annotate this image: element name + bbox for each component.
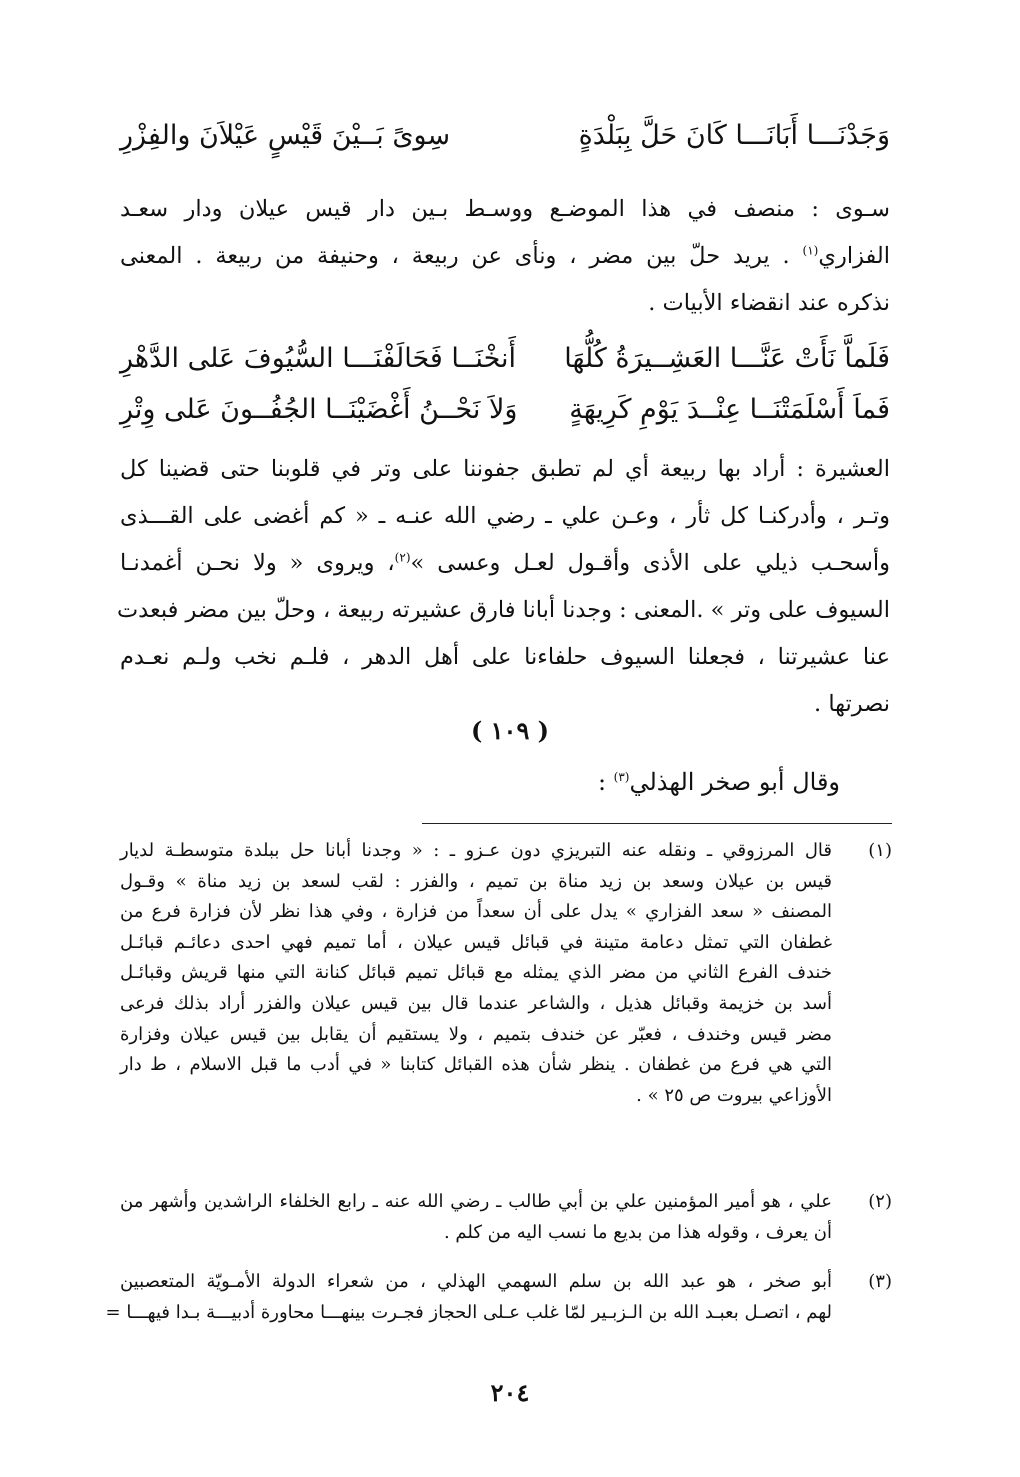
commentary-2-line-start: وأسحـب ذيلي على الأذى وأقـول لعـل وعسى » — [410, 550, 890, 576]
footnote-1-line: أسد بن خزيمة وقبائل هذيل ، والشاعر عندما قال بين قيس عيلان والفزر أراد بذلك فرعى — [120, 992, 832, 1014]
commentary-2-line-end: ، ويروى « ولا نحـن أغمدنـا — [120, 550, 395, 576]
footnote-1-line: الأوزاعي بيروت ص ٢٥ » . — [636, 1084, 832, 1106]
page-number: ٢٠٤ — [490, 1378, 530, 1407]
footnote-3-line: لهم ، اتصـل بعبـد الله بن الـزبـير لمّا غلب عـلى الحجاز فجـرت بينهـــا محاورة أدبيـــة بـدا فيهـــا = — [105, 1301, 832, 1323]
commentary-1-line: سـوى : منصف في هذا الموضـع ووسـط بـين دار قيس عيلان ودار سعـد — [120, 196, 890, 222]
footnote-2-line: أن يعرف ، وقوله هذا من بديع ما نسب اليه من كلم . — [443, 1221, 832, 1243]
commentary-2-line: العشيرة : أراد بها ربيعة أي لم تطبق جفوننا على وتر في قلوبنا حتى قضينا كل — [120, 456, 890, 482]
commentary-2-line — [120, 540, 890, 587]
commentary-1-word: الفزاري — [818, 243, 890, 269]
footnote-ref-3: (٣) — [613, 770, 630, 784]
verse-1-second-hemistich: سِوىً بَــيْنَ قَيْسٍ عَيْلاَنَ والفِزْرِ — [120, 120, 451, 151]
footnote-ref-2: (٢) — [394, 550, 411, 565]
footnote-3-number: (٣) — [868, 1271, 892, 1292]
verse-3-first-hemistich: فَماَ أَسْلَمَتْنَــا عِنْــدَ يَوْمِ كَرِيهَةٍ — [569, 394, 890, 425]
commentary-1 — [120, 186, 890, 327]
poem-intro — [598, 768, 840, 796]
poem-intro-tail: : — [597, 768, 614, 796]
footnote-1-line: خندف الفرع الثاني من مضر الذي يمثله مع قبائل تميم قبائل كنانة التي منها قريش وقبائـل — [120, 962, 832, 984]
commentary-1-line-rest: . يريد حلّ بين مضر ، ونأى عن ربيعة ، وحنيفة من ربيعة . المعنى — [120, 243, 790, 269]
poem-intro-text: وقال أبو صخر الهذلي — [629, 768, 840, 796]
footnote-divider — [422, 823, 892, 824]
footnote-3 — [105, 1267, 892, 1328]
footnote-2 — [120, 1187, 890, 1248]
footnote-ref-1: (١) — [802, 243, 819, 258]
commentary-2 — [117, 446, 890, 728]
footnote-3-line: أبو صخر ، هو عبد الله بن سلم السهمي الهذلي ، من شعراء الدولة الأمـويّة المتعصبين — [120, 1271, 832, 1292]
footnote-1-line: قيس بن عيلان وسعد بن زيد مناة بن تميم ، والفزر : لقب لسعد بن زيد مناة » وقـول — [120, 870, 832, 892]
poem-number: ( ١٠٩ ) — [470, 716, 550, 745]
commentary-2-line: نصرتها . — [814, 691, 890, 717]
verse-2-second-hemistich: أَنخْنَــا فَحَالَفْنَـــا السُّيُوفَ عَلى الدَّهْرِ — [120, 343, 517, 374]
verse-3 — [120, 392, 890, 427]
footnote-1-line: مضر قيس وخندف ، فعبّر عن خندف بتميم ، ولا يستقيم أن يقابل بين قيس عيلان وفزارة — [120, 1023, 832, 1045]
verse-1-first-hemistich: وَجَدْنَـــا أَبَانَـــا كَانَ حَلَّ بِبَلْدَةٍ — [578, 120, 890, 151]
footnote-1-line: قال المرزوقي ـ ونقله عنه التبريزي دون عـزو ـ : « وجدنا أبانا حل ببلدة متوسطـة لديار — [120, 840, 832, 861]
footnote-1 — [120, 836, 890, 1111]
verse-2-first-hemistich: فَلَماَّ نَأَتْ عَنَّـــا العَشِــيرَةُ كُلُّهَا — [564, 343, 890, 374]
footnote-2-number: (٢) — [868, 1191, 892, 1212]
verse-1 — [120, 118, 890, 153]
footnote-1-number: (١) — [868, 840, 892, 861]
commentary-2-line: عنا عشيرتنا ، فجعلنا السيوف حلفاءنا على أهل الدهر ، فلـم نخب ولـم نعـدم — [120, 644, 890, 670]
commentary-1-line — [120, 233, 890, 280]
commentary-2-line: وتـر ، وأدركنـا كل ثأر ، وعـن علي ـ رضي الله عنـه ـ « كم أغضى على القـــذى — [120, 503, 890, 529]
commentary-1-line: نذكره عند انقضاء الأبيات . — [648, 290, 890, 316]
verse-2 — [120, 341, 890, 376]
footnote-1-line: غطفان التي تمثل دعامة متينة في قبائل قيس عيلان ، أما تميم فهي احدى دعائـم قبائـل — [120, 931, 832, 953]
footnote-1-line: المصنف « سعد الفزاري » يدل على أن سعداً من فزارة ، وفي هذا نظر لأن فزارة فرع من — [120, 901, 832, 923]
commentary-2-line: السيوف على وتر » .المعنى : وجدنا أبانا فارق عشيرته ربيعة ، وحلّ بين مضر فبعدت — [117, 597, 890, 623]
verse-3-second-hemistich: وَلاَ نَحْــنُ أَغْضَيْنَــا الجُفُــونَ عَلى وِتْرِ — [120, 394, 518, 425]
footnote-2-line: علي ، هو أمير المؤمنين علي بن أبي طالب ـ رضي الله عنه ـ رابع الخلفاء الراشدين وأشهر من — [120, 1191, 832, 1212]
footnote-1-line: التي هي فرع من غطفان . ينظر شأن هذه القبائل كتابنا « في أدب ما قبل الاسلام ، ط دار — [120, 1054, 832, 1076]
